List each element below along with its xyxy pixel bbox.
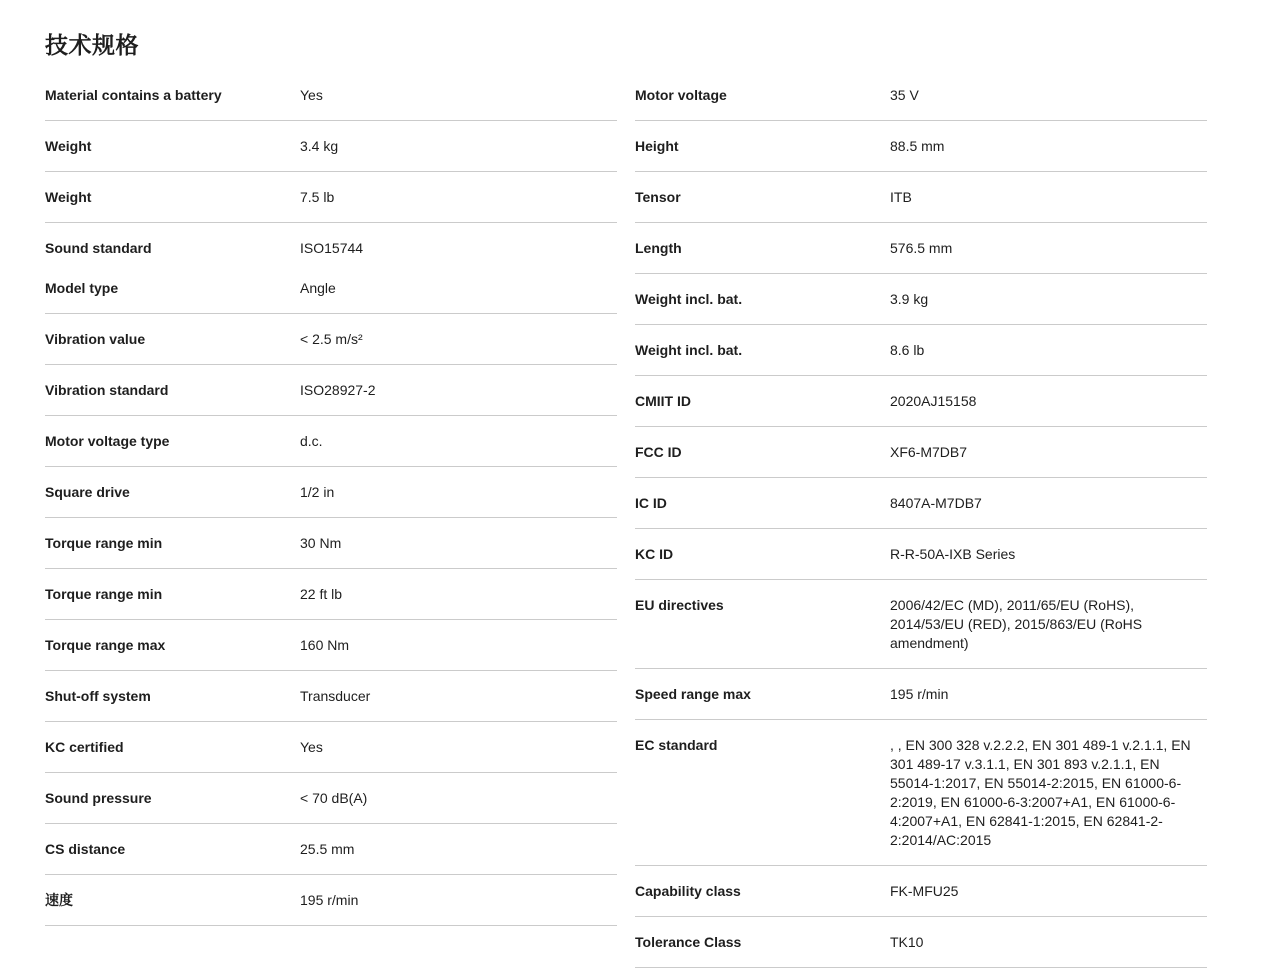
table-row (45, 824, 617, 875)
spec-pair (635, 595, 1207, 653)
spec-value: 3.4 kg (300, 138, 339, 154)
spec-label: CS distance (45, 841, 126, 857)
spec-pair (45, 482, 617, 502)
spec-value: ISO15744 (300, 240, 364, 256)
spec-value: 88.5 mm (890, 138, 945, 154)
spec-label: KC ID (635, 546, 674, 562)
spec-page (0, 31, 1261, 968)
spec-pair (635, 289, 1207, 309)
spec-label: 速度 (45, 892, 73, 908)
table-row (45, 773, 617, 824)
spec-value: < 70 dB(A) (300, 790, 368, 806)
table-row (45, 569, 617, 620)
spec-label: Sound pressure (45, 790, 152, 806)
spec-table-right (635, 70, 1207, 968)
spec-pair (635, 85, 1207, 105)
table-row (635, 427, 1207, 478)
spec-value: 8407A-M7DB7 (890, 495, 982, 511)
spec-value: 35 V (890, 87, 919, 103)
spec-label: Weight (45, 138, 92, 154)
table-row (635, 580, 1207, 669)
spec-label: Vibration standard (45, 382, 169, 398)
spec-label: Square drive (45, 484, 130, 500)
table-row (635, 70, 1207, 121)
table-row (45, 121, 617, 172)
table-row (635, 223, 1207, 274)
spec-value: , , EN 300 328 v.2.2.2, EN 301 489-1 v.2.1.1, EN 301 489-17 v.3.1.1, EN 301 893 v.2.1.1, EN 55014-1:2017, EN 55014-2:2015, EN 61000-6-2:2019, EN 61000-6-3:2007+A1, EN 61000-6-4:2007+A1, EN 62841-1:2015, EN 62841-2-2:2014/AC:2015 (890, 737, 1191, 848)
spec-value: TK10 (890, 934, 924, 950)
spec-pair (635, 881, 1207, 901)
spec-value: 576.5 mm (890, 240, 953, 256)
spec-label: Model type (45, 280, 119, 296)
spec-pair (635, 544, 1207, 564)
spec-label: EC standard (635, 737, 718, 753)
spec-value: 7.5 lb (300, 189, 335, 205)
spec-pair (45, 533, 617, 553)
spec-pair (45, 329, 617, 349)
spec-label: Capability class (635, 883, 741, 899)
spec-label: KC certified (45, 739, 124, 755)
spec-pair (45, 686, 617, 706)
table-row (635, 866, 1207, 917)
table-row (45, 172, 617, 223)
spec-pair (45, 431, 617, 451)
spec-label: Tolerance Class (635, 934, 742, 950)
spec-label: Weight incl. bat. (635, 291, 743, 307)
table-row (635, 720, 1207, 866)
spec-label: Weight incl. bat. (635, 342, 743, 358)
spec-value: Transducer (300, 688, 371, 704)
spec-label: Height (635, 138, 679, 154)
spec-label: Torque range min (45, 535, 163, 551)
spec-pair (635, 238, 1207, 258)
spec-label: Sound standard (45, 240, 152, 256)
table-row (635, 274, 1207, 325)
spec-label: Motor voltage (635, 87, 727, 103)
table-row (45, 416, 617, 467)
spec-label: Vibration value (45, 331, 146, 347)
spec-pair (635, 493, 1207, 513)
spec-pair (635, 735, 1207, 850)
spec-label: Torque range min (45, 586, 163, 602)
spec-label: Speed range max (635, 686, 751, 702)
spec-label: Torque range max (45, 637, 166, 653)
spec-table-left (45, 70, 617, 968)
spec-label: FCC ID (635, 444, 682, 460)
table-row (45, 875, 617, 926)
table-row (635, 172, 1207, 223)
table-row (45, 722, 617, 773)
table-row (45, 314, 617, 365)
spec-pair (45, 238, 617, 258)
table-row (45, 223, 617, 314)
spec-value: 195 r/min (890, 686, 949, 702)
spec-value: Angle (300, 280, 336, 296)
spec-value: Yes (300, 739, 323, 755)
spec-value: FK-MFU25 (890, 883, 959, 899)
spec-pair (45, 737, 617, 757)
spec-pair (45, 380, 617, 400)
table-row (45, 467, 617, 518)
spec-label: Tensor (635, 189, 681, 205)
table-row (45, 365, 617, 416)
spec-label: Shut-off system (45, 688, 151, 704)
spec-value: R-R-50A-IXB Series (890, 546, 1016, 562)
table-row (635, 529, 1207, 580)
spec-label: Length (635, 240, 682, 256)
spec-value: < 2.5 m/s² (300, 331, 363, 347)
spec-value: 1/2 in (300, 484, 335, 500)
spec-value: ISO28927-2 (300, 382, 376, 398)
table-row (45, 620, 617, 671)
spec-value: 25.5 mm (300, 841, 355, 857)
spec-pair (45, 278, 617, 298)
spec-value: d.c. (300, 433, 323, 449)
table-row (635, 917, 1207, 968)
spec-pair (635, 932, 1207, 952)
spec-pair (635, 187, 1207, 207)
spec-pair (45, 890, 617, 910)
table-row (45, 70, 617, 121)
spec-pair (45, 85, 617, 105)
spec-label: Motor voltage type (45, 433, 170, 449)
spec-label: Material contains a battery (45, 87, 222, 103)
spec-value: 2006/42/EC (MD), 2011/65/EU (RoHS), 2014/53/EU (RED), 2015/863/EU (RoHS amendment) (890, 597, 1143, 651)
table-row (45, 671, 617, 722)
spec-pair (45, 187, 617, 207)
spec-label: Weight (45, 189, 92, 205)
spec-pair (635, 340, 1207, 360)
spec-value: 30 Nm (300, 535, 342, 551)
page-title: 技术规格 (45, 32, 139, 58)
spec-pair (635, 136, 1207, 156)
spec-value: 195 r/min (300, 892, 359, 908)
spec-pair (45, 136, 617, 156)
spec-pair (45, 635, 617, 655)
table-row (635, 325, 1207, 376)
spec-pair (635, 391, 1207, 411)
table-row (635, 669, 1207, 720)
spec-pair (635, 442, 1207, 462)
table-row (635, 121, 1207, 172)
spec-value: 22 ft lb (300, 586, 343, 602)
spec-value: Yes (300, 87, 323, 103)
spec-value: 3.9 kg (890, 291, 929, 307)
spec-value: 8.6 lb (890, 342, 925, 358)
spec-label: EU directives (635, 597, 724, 613)
spec-pair (45, 584, 617, 604)
spec-label: CMIIT ID (635, 393, 691, 409)
spec-columns (45, 70, 1207, 968)
spec-value: ITB (890, 189, 912, 205)
table-row (635, 478, 1207, 529)
spec-value: 2020AJ15158 (890, 393, 977, 409)
spec-label: IC ID (635, 495, 667, 511)
spec-value: XF6-M7DB7 (890, 444, 968, 460)
spec-value: 160 Nm (300, 637, 350, 653)
table-row (45, 518, 617, 569)
spec-pair (635, 684, 1207, 704)
spec-pair (45, 788, 617, 808)
spec-pair (45, 839, 617, 859)
table-row (635, 376, 1207, 427)
